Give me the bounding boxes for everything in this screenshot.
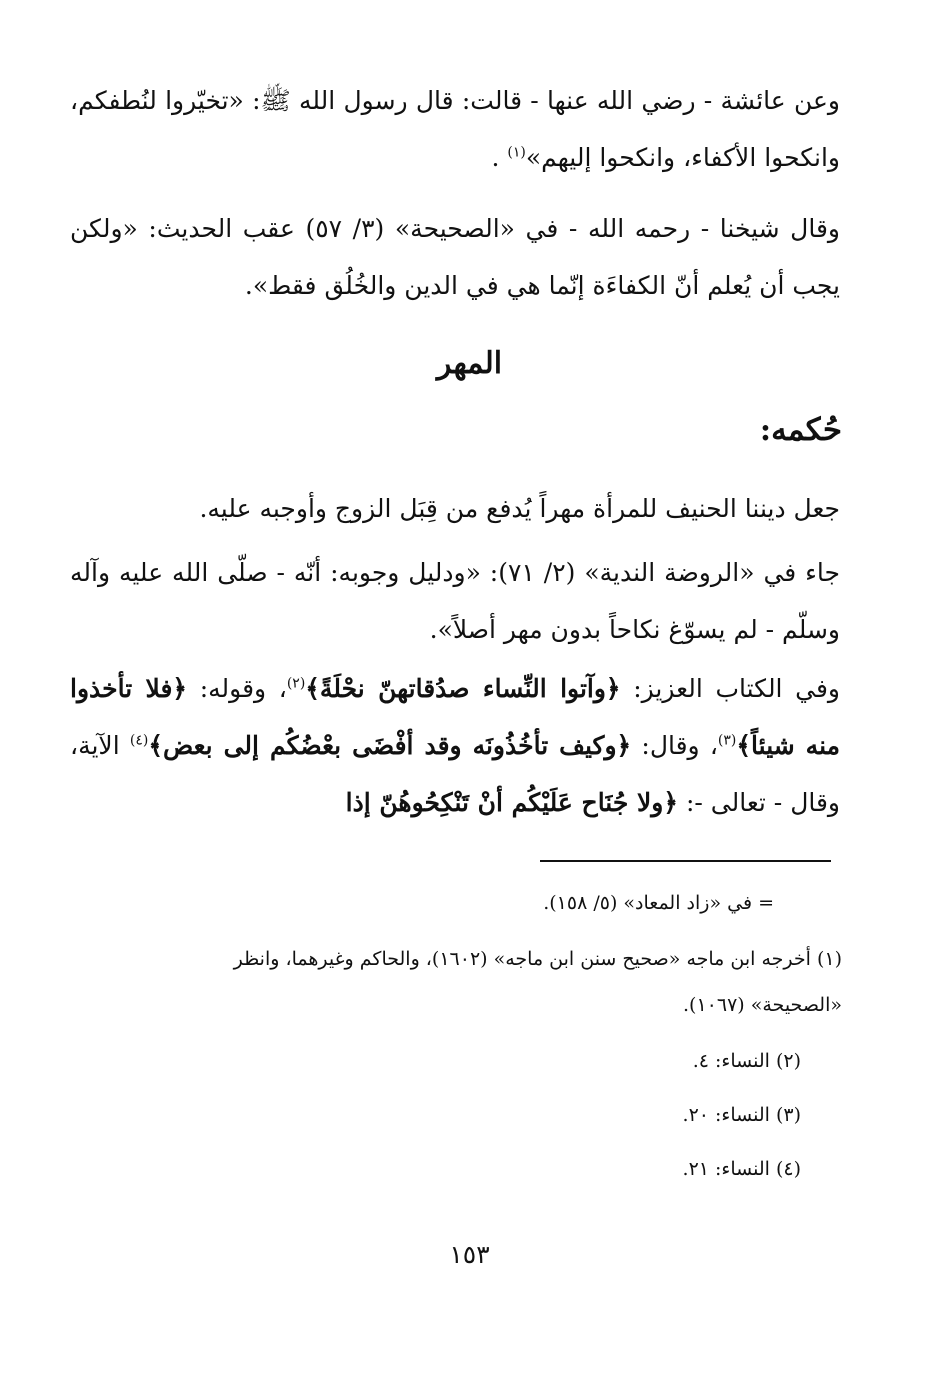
footnote-2: (٢) النساء: ٤. (692, 1050, 801, 1072)
paragraph-text: جاء في «الروضة الندية» (٢/ ٧١): «ودليل وجوبه: أنّه - صلّى الله عليه وآله وسلّم - لم يسوّغ نكاحاً بدون مهر أصلاً». (70, 558, 841, 644)
footnote-4: (٤) النساء: ٢١. (682, 1158, 801, 1180)
paragraph-text: وقال شيخنا - رحمه الله - في «الصحيحة» (٣/ ٥٧) عقب الحديث: «ولكن يجب أن يُعلم أنّ الكفاءَة إنّما هي في الدين والخُلُق فقط». (70, 214, 840, 300)
paragraph-sheikh-quote (70, 200, 840, 314)
paragraph-text: ، وقال: (631, 731, 718, 760)
paragraph-text: جعل ديننا الحنيف للمرأة مهراً يُدفع من قِبَل الزوج وأوجبه عليه. (199, 494, 840, 523)
paragraph-text: وفي الكتاب العزيز: (620, 674, 840, 703)
footnote-ref-3[interactable]: (٣) (717, 732, 737, 749)
paragraph-text: ، وقوله: (187, 674, 287, 703)
footnote-1-line-2: «الصحيحة» (١٠٦٧). (683, 994, 842, 1016)
quran-verse-4: ﴿ولا جُنَاح عَلَيْكُم أنْ تَنْكِحُوهُنّ إذا (345, 788, 678, 817)
paragraph-rawda-quote (70, 544, 840, 658)
footnote-ref-2[interactable]: (٢) (286, 675, 306, 692)
paragraph-end: . (491, 143, 500, 172)
paragraph-aisha-hadith (70, 72, 840, 186)
paragraph-text: وعن عائشة - رضي الله عنها - قالت: قال رسول الله ﷺ: «تخيّروا لنُطفكم، وانكحوا الأكفاء، وانكحوا إليهم» (70, 86, 840, 172)
footnote-divider (540, 860, 831, 862)
page-number: ١٥٣ (449, 1240, 490, 1269)
section-title: المهر (436, 346, 503, 381)
paragraph-quran-verses (70, 660, 840, 831)
footnote-ref-4[interactable]: (٤) (129, 732, 149, 749)
quran-verse-1: ﴿وآتوا النِّساء صدُقاتهنّ نحْلَةً﴾ (305, 674, 621, 703)
footnote-3: (٣) النساء: ٢٠. (682, 1104, 801, 1126)
paragraph-mahr-ruling (70, 480, 840, 537)
footnote-continued: = في «زاد المعاد» (٥/ ١٥٨). (543, 892, 774, 914)
quran-verse-2: ﴿فلا تأخذوا منه شيئاً﴾ (70, 674, 840, 760)
quran-verse-3: ﴿وكيف تأخُذُونَه وقد أفْضَى بعْضُكُم إلى بعض﴾ (148, 731, 632, 760)
paragraph-text: الآية، وقال - تعالى -: (70, 731, 840, 817)
footnote-ref-1[interactable]: (١) (507, 144, 526, 161)
footnote-1-line-1: (١) أخرجه ابن ماجه «صحيح سنن ابن ماجه» (١٦٠٢)، والحاكم وغيرهما، وانظر (233, 948, 842, 970)
footnote-1 (70, 936, 842, 1028)
subsection-title: حُكمه: (759, 412, 842, 448)
